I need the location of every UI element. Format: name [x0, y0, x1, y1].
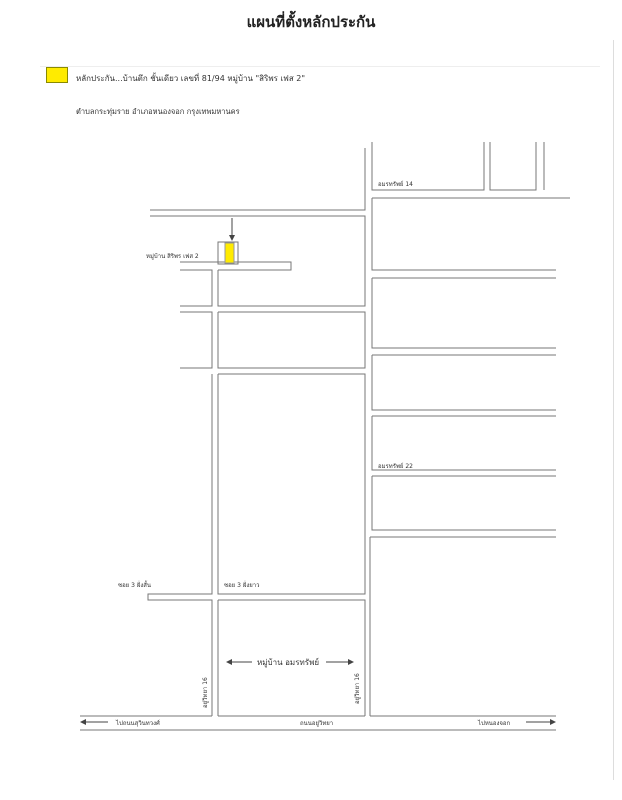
label-village-amorn: หมู่บ้าน อมรทรัพย์	[257, 658, 320, 667]
road-right-arrow-icon	[550, 719, 556, 725]
label-village-siriporn: หมู่บ้าน สิริพร เฟส 2	[146, 253, 199, 260]
road-soi3-short	[148, 374, 212, 716]
label-amorn22: อมรทรัพย์ 22	[378, 463, 413, 470]
legend-text: หลักประกัน...บ้านตึก ชั้นเดียว เลขที่ 81/94 หมู่บ้าน "สิริพร เฟส 2"	[76, 74, 306, 83]
road-top-left-upper	[150, 148, 365, 210]
arrow-left-icon	[226, 659, 232, 665]
house-highlight	[225, 243, 234, 263]
block-right-1	[372, 198, 556, 270]
label-amorn14: อมรทรัพย์ 14	[378, 181, 413, 188]
label-to-nongchok: ไปหนองจอก	[478, 720, 511, 727]
label-soi3-long: ซอย 3 ฝั่งยาว	[224, 582, 260, 589]
arrow-right-icon	[348, 659, 354, 665]
block-house	[150, 216, 365, 306]
block-mid-2	[218, 312, 365, 368]
block-right-6	[370, 537, 556, 716]
label-soi3-short: ซอย 3 ฝั่งสั้น	[118, 582, 152, 589]
block-right-2	[372, 278, 556, 348]
block-right-4	[372, 416, 556, 470]
map-blocks	[80, 142, 570, 730]
lane-house	[180, 262, 291, 270]
house-arrow-icon	[229, 235, 235, 241]
label-road-main: ถนนอยู่วิทยา	[300, 720, 334, 727]
block-left-2	[180, 312, 212, 368]
address-text: ตำบลกระทุ่มราย อำเภอหนองจอก กรุงเทพมหานคร	[76, 107, 240, 116]
page-title: แผนที่ตั้งหลักประกัน	[246, 13, 376, 31]
label-upariya16-right: อยู่วิทยา 16	[354, 673, 361, 704]
label-to-suwinthawong: ไปถนนสุวินทวงศ์	[116, 720, 160, 727]
block-right-3	[372, 355, 556, 410]
block-top-mid	[490, 142, 536, 190]
block-left-1	[180, 270, 212, 306]
label-upariya16-left: อยู่วิทยา 16	[202, 677, 209, 708]
block-mid-3	[218, 374, 365, 594]
road-left-arrow-icon	[80, 719, 86, 725]
block-right-5	[372, 476, 556, 530]
